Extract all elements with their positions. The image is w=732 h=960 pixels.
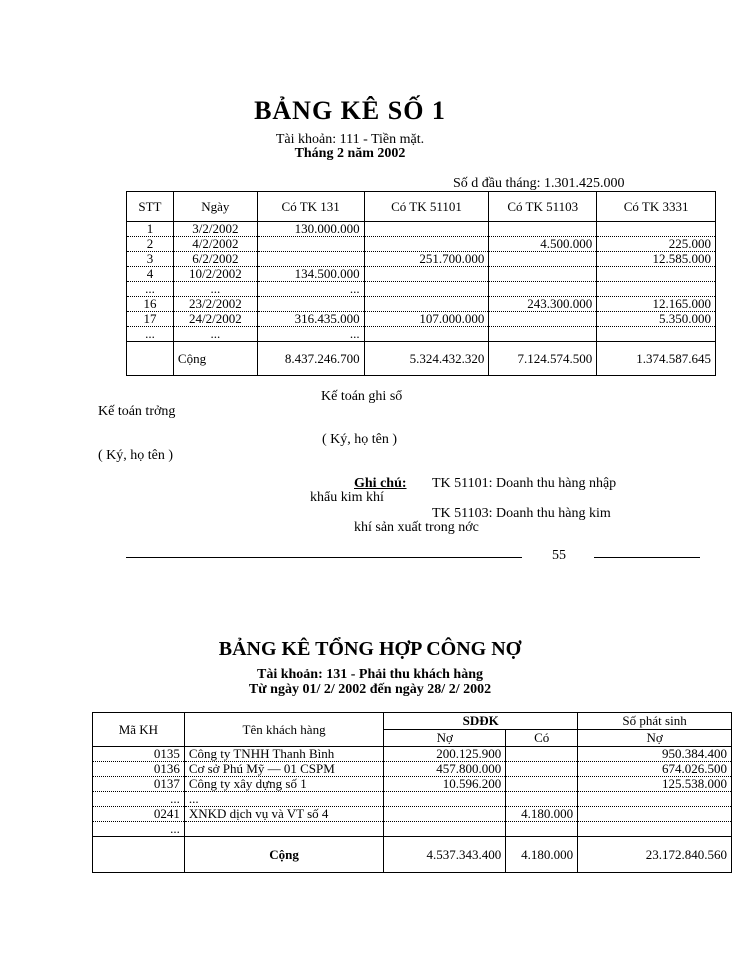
sig-mid-sub: ( Ký, họ tên ) <box>322 432 398 447</box>
cell-credit <box>506 762 578 777</box>
cell-transactions: 125.538.000 <box>578 777 732 792</box>
sheet2-account: Tài khoản: 131 - Phải thu khách hàng <box>256 667 484 682</box>
header-opening-balance: SDĐK <box>384 713 578 730</box>
total2-label: Cộng <box>184 837 384 873</box>
cell-date: 6/2/2002 <box>173 252 257 267</box>
cell-debit: 457.800.000 <box>384 762 506 777</box>
sheet1-account: Tài khoản: 111 - Tiền mặt. <box>275 132 425 147</box>
cell-date: ... <box>173 327 257 342</box>
table-row <box>127 297 716 312</box>
total-label: Cộng <box>173 342 257 376</box>
cell-tk131: 134.500.000 <box>257 267 364 282</box>
table-row <box>127 252 716 267</box>
page-divider-right <box>594 557 700 558</box>
cell-tk51103 <box>489 252 597 267</box>
header-transactions: Số phát sinh <box>578 713 732 730</box>
cell-date: 10/2/2002 <box>173 267 257 282</box>
note-label: Ghi chú: <box>354 476 407 491</box>
opening-balance-value: 1.301.425.000 <box>544 176 625 191</box>
header-customer-code: Mã KH <box>93 713 185 747</box>
table-row <box>127 327 716 342</box>
cell-stt: ... <box>127 327 174 342</box>
cell-credit: 4.180.000 <box>506 807 578 822</box>
cell-tk3331: 12.165.000 <box>597 297 716 312</box>
total2-credit: 4.180.000 <box>506 837 578 873</box>
cell-tk131: ... <box>257 282 364 297</box>
cell-debit <box>384 822 506 837</box>
cell-tk3331: 12.585.000 <box>597 252 716 267</box>
total-tk3331: 1.374.587.645 <box>597 342 716 376</box>
total-tk51101: 5.324.432.320 <box>364 342 489 376</box>
table-row <box>93 807 732 822</box>
cell-tk131: ... <box>257 327 364 342</box>
cell-date: ... <box>173 282 257 297</box>
cell-tk51103: 4.500.000 <box>489 237 597 252</box>
sheet2-period: Từ ngày 01/ 2/ 2002 đến ngày 28/ 2/ 2002 <box>248 682 492 697</box>
header-date: Ngày <box>173 192 257 222</box>
cell-customer-name: ... <box>184 792 384 807</box>
table-row <box>93 747 732 762</box>
cell-tk131: 130.000.000 <box>257 222 364 237</box>
cell-tk51103 <box>489 312 597 327</box>
sheet2-title: BẢNG KÊ TỔNG HỢP CÔNG NỢ <box>218 638 522 660</box>
cell-credit <box>506 792 578 807</box>
note1-line1: TK 51101: Doanh thu hàng nhập <box>432 476 617 491</box>
opening-balance-label: Số d đầu tháng: <box>453 176 541 191</box>
cell-customer-code: ... <box>93 822 185 837</box>
cell-stt: 3 <box>127 252 174 267</box>
table-row <box>127 237 716 252</box>
cell-tk51103 <box>489 267 597 282</box>
cell-stt: 16 <box>127 297 174 312</box>
cell-credit <box>506 747 578 762</box>
cell-tk131 <box>257 297 364 312</box>
cell-date: 23/2/2002 <box>173 297 257 312</box>
header-debit-2: Nợ <box>578 730 732 747</box>
cell-tk51101 <box>364 297 489 312</box>
table-row <box>93 777 732 792</box>
cell-customer-name: XNKD dịch vụ và VT số 4 <box>184 807 384 822</box>
cell-transactions <box>578 792 732 807</box>
opening-balance <box>453 176 625 192</box>
cell-tk51101: 107.000.000 <box>364 312 489 327</box>
cell-tk51101: 251.700.000 <box>364 252 489 267</box>
cell-customer-code: 0241 <box>93 807 185 822</box>
header-tk3331: Có TK 3331 <box>597 192 716 222</box>
cell-stt: 4 <box>127 267 174 282</box>
page-divider-left <box>126 557 522 558</box>
cell-tk51101 <box>364 267 489 282</box>
cell-tk51103 <box>489 327 597 342</box>
cell-tk51101 <box>364 282 489 297</box>
cell-tk3331 <box>597 282 716 297</box>
cell-tk3331 <box>597 327 716 342</box>
total2-transactions: 23.172.840.560 <box>578 837 732 873</box>
cell-customer-name: Cơ sở Phú Mỹ — 01 CSPM <box>184 762 384 777</box>
table-row <box>127 267 716 282</box>
total-spacer <box>127 342 174 376</box>
cell-customer-code: 0135 <box>93 747 185 762</box>
cell-customer-name: Công ty xây dựng số 1 <box>184 777 384 792</box>
table-row <box>93 792 732 807</box>
cell-tk3331 <box>597 267 716 282</box>
cell-date: 4/2/2002 <box>173 237 257 252</box>
cell-date: 3/2/2002 <box>173 222 257 237</box>
cell-debit: 200.125.900 <box>384 747 506 762</box>
sig-left-title: Kế toán trởng <box>98 404 176 419</box>
cell-tk131 <box>257 252 364 267</box>
cell-stt: ... <box>127 282 174 297</box>
table-row <box>127 312 716 327</box>
cell-credit <box>506 822 578 837</box>
header-tk51101: Có TK 51101 <box>364 192 489 222</box>
cell-stt: 1 <box>127 222 174 237</box>
cell-date: 24/2/2002 <box>173 312 257 327</box>
cell-tk51103: 243.300.000 <box>489 297 597 312</box>
cell-stt: 2 <box>127 237 174 252</box>
total2-spacer <box>93 837 185 873</box>
sig-mid-title: Kế toán ghi sổ <box>321 389 403 404</box>
cell-customer-code: ... <box>93 792 185 807</box>
cell-tk51101 <box>364 327 489 342</box>
header-credit: Có <box>506 730 578 747</box>
cell-customer-code: 0136 <box>93 762 185 777</box>
header-stt: STT <box>127 192 174 222</box>
cell-credit <box>506 777 578 792</box>
sig-left-sub: ( Ký, họ tên ) <box>98 448 174 463</box>
cell-debit <box>384 807 506 822</box>
cell-transactions <box>578 822 732 837</box>
cell-tk51101 <box>364 222 489 237</box>
total2-debit: 4.537.343.400 <box>384 837 506 873</box>
sheet1-table <box>126 191 716 376</box>
cell-tk51103 <box>489 222 597 237</box>
total-tk51103: 7.124.574.500 <box>489 342 597 376</box>
table-row <box>127 282 716 297</box>
cell-customer-code: 0137 <box>93 777 185 792</box>
cell-tk3331: 5.350.000 <box>597 312 716 327</box>
cell-tk3331: 225.000 <box>597 237 716 252</box>
table-row <box>127 222 716 237</box>
table-row <box>93 762 732 777</box>
table-row <box>93 822 732 837</box>
cell-transactions: 950.384.400 <box>578 747 732 762</box>
header-debit: Nợ <box>384 730 506 747</box>
note1-line2: khẩu kim khí <box>310 490 384 505</box>
sheet1-title: BẢNG KÊ SỐ 1 <box>254 96 446 125</box>
header-tk131: Có TK 131 <box>257 192 364 222</box>
cell-tk51103 <box>489 282 597 297</box>
cell-stt: 17 <box>127 312 174 327</box>
cell-tk51101 <box>364 237 489 252</box>
note2-line1: TK 51103: Doanh thu hàng kim <box>432 506 611 521</box>
cell-debit: 10.596.200 <box>384 777 506 792</box>
sheet1-month: Tháng 2 năm 2002 <box>294 146 406 161</box>
cell-customer-name: Công ty TNHH Thanh Bình <box>184 747 384 762</box>
header-tk51103: Có TK 51103 <box>489 192 597 222</box>
cell-transactions <box>578 807 732 822</box>
page-number: 55 <box>552 548 566 563</box>
total-tk131: 8.437.246.700 <box>257 342 364 376</box>
sheet2-table <box>92 712 732 873</box>
note2-line2: khí sản xuất trong nớc <box>354 520 479 535</box>
cell-debit <box>384 792 506 807</box>
cell-customer-name <box>184 822 384 837</box>
cell-tk131: 316.435.000 <box>257 312 364 327</box>
cell-transactions: 674.026.500 <box>578 762 732 777</box>
cell-tk3331 <box>597 222 716 237</box>
cell-tk131 <box>257 237 364 252</box>
header-customer-name: Tên khách hàng <box>184 713 384 747</box>
